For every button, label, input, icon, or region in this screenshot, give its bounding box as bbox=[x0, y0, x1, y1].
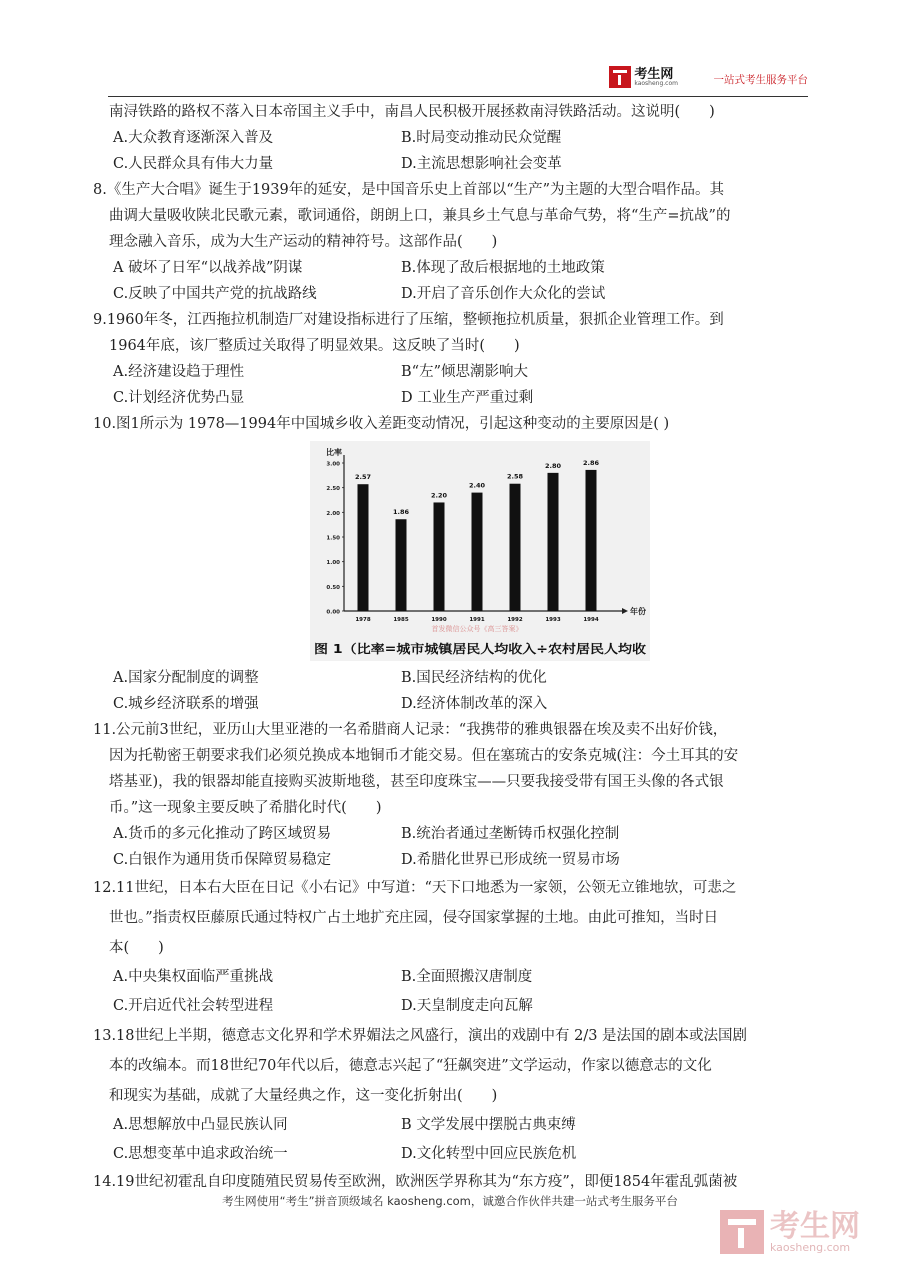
x-tick-label: 1978 bbox=[355, 617, 371, 623]
question-text-line: 因为托勒密王朝要求我们必须兑换成本地铜币才能交易。但在塞琉古的安条克城(注：今土耳其的安 bbox=[109, 748, 739, 764]
option-a[interactable]: A.思想解放中凸显民族认同 bbox=[113, 1117, 288, 1133]
question-text-line: 本的改编本。而18世纪70年代以后，德意志兴起了“狂飙突进”文学运动，作家以德意志的文化 bbox=[109, 1058, 712, 1074]
option-b[interactable]: B 文学发展中摆脱古典束缚 bbox=[401, 1117, 576, 1133]
bar-value-label: 2.80 bbox=[544, 461, 562, 470]
question-12 bbox=[93, 873, 813, 1021]
y-tick-label: 2.00 bbox=[326, 510, 340, 517]
option-c[interactable]: C.人民群众具有伟大力量 bbox=[113, 156, 274, 172]
x-tick-label: 1991 bbox=[469, 617, 485, 623]
option-a[interactable]: A.大众教育逐渐深入普及 bbox=[113, 130, 274, 146]
options-grid bbox=[93, 359, 813, 411]
question-text-line: 14.19世纪初霍乱自印度随殖民贸易传至欧洲，欧洲医学界称其为“东方疫”，即便1854年霍乱弧菌被 bbox=[93, 1174, 738, 1190]
chart-caption: 图 1（比率=城市城镇居民人均收入÷农村居民人均收 bbox=[314, 642, 599, 656]
x-tick-label: 1994 bbox=[583, 617, 599, 623]
question-text-line: 和现实为基础，成就了大量经典之作，这一变化折射出( ) bbox=[109, 1088, 498, 1104]
option-c[interactable]: C.白银作为通用货币保障贸易稳定 bbox=[113, 852, 332, 868]
option-c[interactable]: C.开启近代社会转型进程 bbox=[113, 998, 274, 1014]
option-c[interactable]: C.思想变革中追求政治统一 bbox=[113, 1146, 288, 1162]
y-tick-label: 0.00 bbox=[326, 609, 340, 616]
header-slogan: 一站式考生服务平台 bbox=[713, 74, 808, 86]
option-d[interactable]: D 工业生产严重过剩 bbox=[401, 390, 534, 406]
option-b[interactable]: B.全面照搬汉唐制度 bbox=[401, 969, 533, 985]
option-d[interactable]: D.经济体制改革的深入 bbox=[401, 696, 548, 712]
x-tick-label: 1993 bbox=[545, 617, 561, 623]
question-text-line: 曲调大量吸收陕北民歌元素，歌词通俗，朗朗上口，兼具乡土气息与革命气势，将“生产=抗战”的 bbox=[109, 208, 731, 224]
watermark-logo-icon bbox=[720, 1210, 764, 1254]
options-grid bbox=[93, 665, 813, 717]
question-8 bbox=[93, 177, 813, 307]
options-grid bbox=[93, 821, 813, 873]
option-b[interactable]: B“左”倾思潮影响大 bbox=[401, 364, 528, 380]
y-tick-label: 1.00 bbox=[326, 560, 340, 567]
options-grid bbox=[93, 1111, 813, 1169]
x-tick-label: 1992 bbox=[507, 617, 523, 623]
option-a[interactable]: A 破坏了日军“以战养战”阴谋 bbox=[113, 260, 303, 276]
x-axis-label: 年份 bbox=[630, 607, 646, 616]
option-b[interactable]: B.统治者通过垄断铸币权强化控制 bbox=[401, 826, 620, 842]
question-text-line: 11.公元前3世纪，亚历山大里亚港的一名希腊商人记录：“我携带的雅典银器在埃及卖不出好价钱， bbox=[93, 722, 728, 738]
chart-watermark: 首发微信公众号《高三答案》 bbox=[431, 625, 523, 633]
bar bbox=[510, 484, 521, 611]
bar bbox=[358, 484, 369, 611]
question-text-line: 世也。”指责权臣藤原氏通过特权广占土地扩充庄园，侵夺国家掌握的土地。由此可推知，当时日 bbox=[109, 910, 719, 926]
x-tick-label: 1985 bbox=[393, 617, 409, 623]
question-text-line: 9.1960年冬，江西拖拉机制造厂对建设指标进行了压缩，整顿拖拉机质量，狠抓企业管理工作。到 bbox=[93, 312, 724, 328]
option-d[interactable]: D.天皇制度走向瓦解 bbox=[401, 998, 533, 1014]
watermark-domain: kaosheng.com bbox=[770, 1240, 851, 1254]
option-d[interactable]: D.开启了音乐创作大众化的尝试 bbox=[401, 286, 606, 302]
question-10 bbox=[93, 411, 813, 717]
option-a[interactable]: A.中央集权面临严重挑战 bbox=[113, 969, 274, 985]
options-grid bbox=[93, 963, 813, 1021]
option-a[interactable]: A.国家分配制度的调整 bbox=[113, 670, 259, 686]
bar-value-label: 2.20 bbox=[430, 491, 448, 500]
logo-mark-icon bbox=[609, 66, 631, 88]
bar-value-label: 1.86 bbox=[392, 508, 410, 517]
option-d[interactable]: D.希腊化世界已形成统一贸易市场 bbox=[401, 852, 620, 868]
logo-domain: kaosheng.com bbox=[634, 79, 678, 87]
bar-value-label: 2.40 bbox=[468, 481, 486, 490]
income-ratio-figure bbox=[310, 441, 650, 661]
bar-value-label: 2.86 bbox=[582, 458, 600, 467]
option-a[interactable]: A.经济建设趋于理性 bbox=[113, 364, 245, 380]
bar-value-label: 2.58 bbox=[506, 472, 524, 481]
option-d[interactable]: D.主流思想影响社会变革 bbox=[401, 156, 562, 172]
y-tick-label: 1.50 bbox=[326, 535, 340, 542]
bar bbox=[434, 502, 445, 611]
y-tick-label: 2.50 bbox=[326, 486, 340, 493]
y-tick-label: 0.50 bbox=[326, 584, 340, 591]
question-text-line: 币。”这一现象主要反映了希腊化时代( ) bbox=[109, 800, 382, 816]
option-b[interactable]: B.体现了敌后根据地的土地政策 bbox=[401, 260, 605, 276]
question-text-line: 8.《生产大合唱》诞生于1939年的延安，是中国音乐史上首部以“生产”为主题的大型合唱作品。其 bbox=[93, 182, 725, 198]
option-d[interactable]: D.文化转型中回应民族危机 bbox=[401, 1146, 577, 1162]
page-header bbox=[108, 62, 808, 97]
question-text-line: 1964年底，该厂整质过关取得了明显效果。这反映了当时( ) bbox=[109, 338, 520, 354]
option-b[interactable]: B.时局变动推动民众觉醒 bbox=[401, 130, 562, 146]
question-text-line: 10.图1所示为 1978—1994年中国城乡收入差距变动情况，引起这种变动的主要原因是( ) bbox=[93, 416, 670, 432]
options-grid bbox=[93, 125, 813, 177]
question-text-line: 理念融入音乐，成为大生产运动的精神符号。这部作品( ) bbox=[109, 234, 498, 250]
logo-name: 考生网 bbox=[634, 66, 674, 82]
question-text-line: 13.18世纪上半期，德意志文化界和学术界媚法之风盛行，演出的戏剧中有 2/3 是法国的剧本或法国剧 bbox=[93, 1028, 748, 1044]
question-13 bbox=[93, 1021, 813, 1169]
watermark-name: 考生网 bbox=[770, 1208, 860, 1244]
y-tick-label: 3.00 bbox=[326, 461, 340, 468]
brand-logo[interactable] bbox=[609, 66, 678, 88]
option-c[interactable]: C.计划经济优势凸显 bbox=[113, 390, 245, 406]
bar bbox=[472, 493, 483, 611]
x-tick-label: 1990 bbox=[431, 617, 447, 623]
question-11 bbox=[93, 717, 813, 873]
question-text-line: 12.11世纪，日本右大臣在日记《小右记》中写道：“天下口地悉为一家领，公领无立锥地欤，可悲之 bbox=[93, 880, 737, 896]
exam-content bbox=[93, 99, 813, 1195]
bar-chart bbox=[310, 441, 650, 661]
option-c[interactable]: C.反映了中国共产党的抗战路线 bbox=[113, 286, 317, 302]
page-footer: 考生网使用“考生”拼音顶级域名 kaosheng.com，诚邀合作伙伴共建一站式考生服务平台 bbox=[222, 1194, 678, 1208]
bar-value-label: 2.57 bbox=[354, 473, 372, 482]
option-c[interactable]: C.城乡经济联系的增强 bbox=[113, 696, 259, 712]
option-b[interactable]: B.国民经济结构的优化 bbox=[401, 670, 547, 686]
question-14 bbox=[93, 1169, 813, 1195]
question-7-continued bbox=[93, 99, 813, 177]
bar bbox=[396, 519, 407, 611]
y-axis-label: 比率 bbox=[326, 448, 342, 457]
bar bbox=[548, 473, 559, 611]
options-grid bbox=[93, 255, 813, 307]
question-text-line: 南浔铁路的路权不落入日本帝国主义手中，南昌人民积极开展拯救南浔铁路活动。这说明( ) bbox=[109, 104, 715, 120]
option-a[interactable]: A.货币的多元化推动了跨区域贸易 bbox=[113, 826, 332, 842]
question-text-line: 本( ) bbox=[109, 940, 164, 956]
bar bbox=[586, 470, 597, 611]
question-text-line: 塔基亚)，我的银器却能直接购买波斯地毯，甚至印度珠宝——只要我接受带有国王头像的各式银 bbox=[109, 774, 724, 790]
question-9 bbox=[93, 307, 813, 411]
corner-watermark bbox=[720, 1210, 860, 1254]
